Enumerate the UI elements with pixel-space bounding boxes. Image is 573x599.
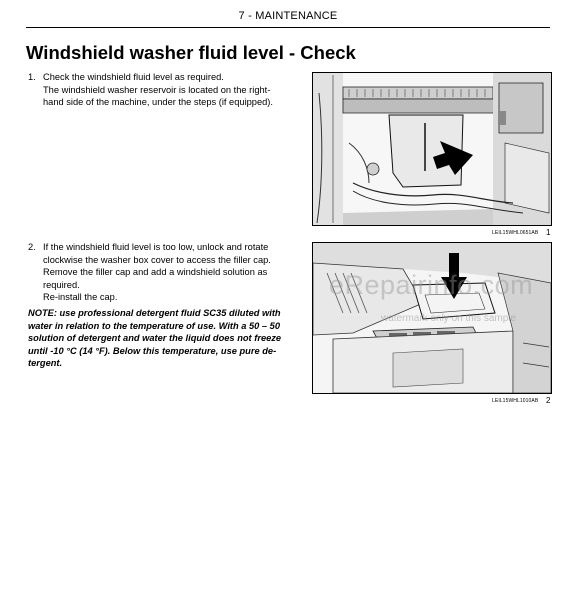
- note-paragraph: [28, 307, 292, 370]
- section-title: Windshield washer fluid level - Check: [26, 42, 356, 63]
- figure-1-caption: LEIL15WHL0651AB: [492, 230, 539, 236]
- step-2: [26, 241, 294, 304]
- note-line: tergent.: [28, 358, 63, 368]
- step-number: 2.: [28, 242, 36, 252]
- figure-2-caption: LEIL15WHL1010AB: [492, 398, 539, 404]
- step-text-line: If the windshield fluid level is too low, unlock and rotate: [43, 242, 269, 252]
- step-1: [26, 71, 294, 109]
- note-line: until -10 °C (14 °F). Below this temperature, use pure de-: [28, 345, 277, 356]
- step-text-line: The windshield washer reservoir is located on the right-: [43, 84, 271, 95]
- figure-1-number: 1: [546, 228, 551, 237]
- step-text-line: required.: [43, 279, 80, 290]
- page-header: 7 - MAINTENANCE: [238, 10, 338, 22]
- step-number: 1.: [28, 72, 36, 82]
- note-line: NOTE: use professional detergent fluid SC35 diluted with: [28, 308, 281, 318]
- watermark-text: eRepairinfo.com: [329, 270, 534, 300]
- step-text-line: Check the windshield fluid level as required.: [43, 72, 224, 82]
- watermark-subtext: watermark only on this sample: [381, 313, 517, 324]
- figure-1-washer-reservoir: [312, 72, 552, 226]
- step-text-line: Re-install the cap.: [43, 292, 118, 302]
- step-text-line: hand side of the machine, under the steps (if equipped).: [43, 97, 273, 107]
- step-text-line: Remove the filler cap and add a windshield solution as: [43, 267, 268, 277]
- figure-2-number: 2: [546, 396, 551, 405]
- washer-reservoir-illustration: [313, 73, 551, 225]
- note-line: water in relation to the temperature of use. With a 50 – 50: [28, 320, 281, 331]
- header-divider: [26, 27, 550, 28]
- note-line: solution of detergent and water the liquid does not freeze: [28, 333, 282, 343]
- step-text-line: clockwise the washer box cover to access the filler cap.: [43, 254, 271, 265]
